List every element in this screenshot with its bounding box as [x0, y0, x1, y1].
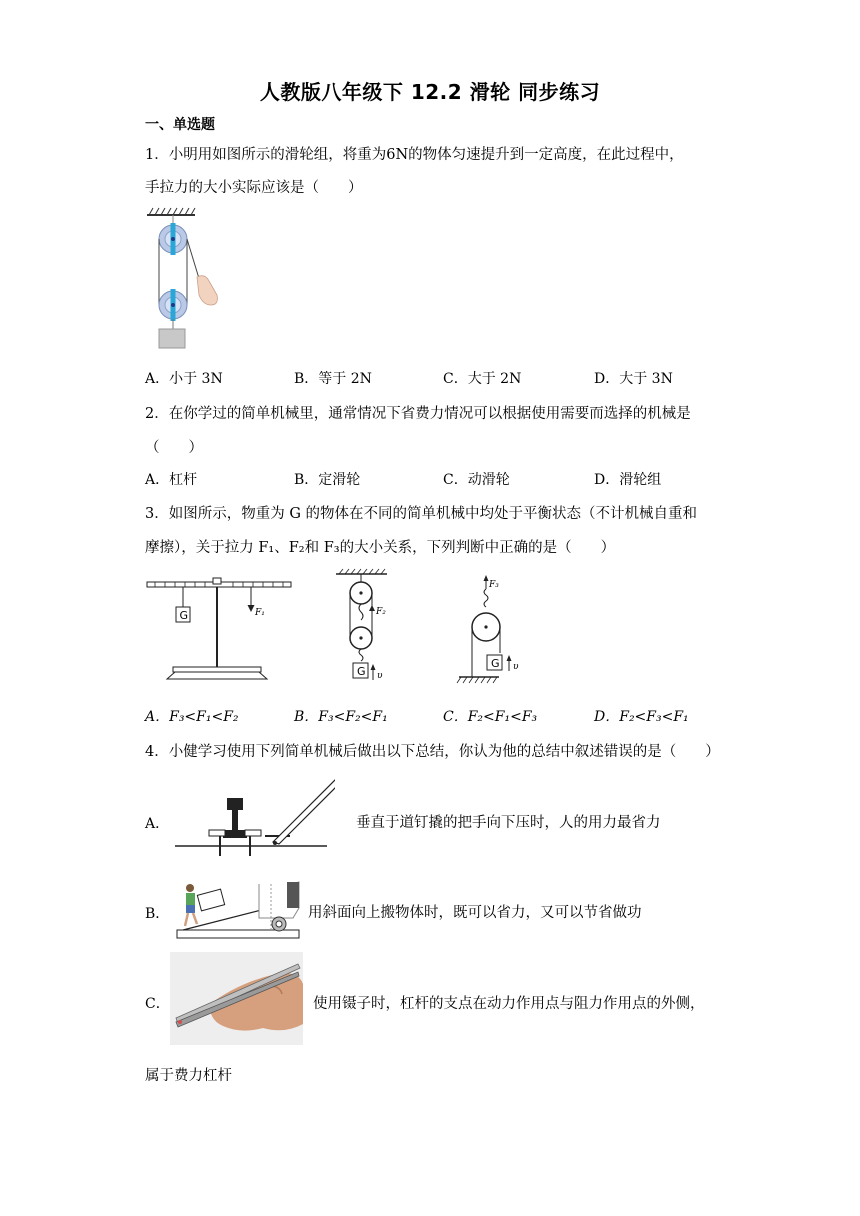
- q4-option-a-label[interactable]: A．: [145, 816, 170, 832]
- q3-option-c[interactable]: C．F₂<F₁<F₃: [443, 709, 538, 725]
- q4-crowbar-figure: [175, 776, 335, 861]
- q1-option-b[interactable]: B．等于 2N: [294, 371, 372, 387]
- q3-block-f2-label: F₂: [376, 607, 386, 617]
- q3-option-b[interactable]: B．F₃<F₂<F₁: [294, 709, 388, 725]
- q3-block-g-label: G: [357, 665, 366, 678]
- q3-lever-figure: [145, 575, 295, 685]
- q4-ramp-figure: [175, 878, 305, 940]
- q3-single-v-label: υ: [513, 662, 519, 672]
- q2-text-line1: 2．在你学过的简单机械里，通常情况下省费力情况可以根据使用需要而选择的机械是: [145, 406, 691, 422]
- q4-option-c-label[interactable]: C．: [145, 996, 170, 1012]
- q3-lever-g-label: G: [179, 609, 189, 622]
- q2-option-d[interactable]: D．滑轮组: [594, 472, 662, 488]
- q4-option-a-text: 垂直于道钉撬的把手向下压时，人的用力最省力: [356, 815, 661, 831]
- q3-pulley-block-figure: [333, 568, 403, 688]
- q1-option-a[interactable]: A．小于 3N: [145, 371, 223, 387]
- q3-block-v-label: υ: [377, 671, 383, 681]
- q4-tweezers-photo: [170, 952, 303, 1045]
- q3-single-f3-label: F₃: [489, 580, 499, 590]
- q3-pulley-single-figure: [455, 575, 530, 685]
- q2-option-c[interactable]: C．动滑轮: [443, 472, 510, 488]
- q2-text-line2: （ ）: [145, 440, 203, 456]
- page-title: 人教版八年级下 12.2 滑轮 同步练习: [259, 80, 601, 104]
- q1-option-c[interactable]: C．大于 2N: [443, 371, 522, 387]
- q1-text-line2: 手拉力的大小实际应该是（ ）: [145, 180, 363, 196]
- section-heading: 一、单选题: [145, 117, 215, 133]
- q3-text-line2: 摩擦），关于拉力 F₁、F₂和 F₃的大小关系，下列判断中正确的是（ ）: [145, 540, 616, 556]
- q4-option-b-label[interactable]: B．: [145, 906, 170, 922]
- q3-option-d[interactable]: D．F₂<F₃<F₁: [594, 709, 689, 725]
- q3-text-line1: 3．如图所示，物重为 G 的物体在不同的简单机械中均处于平衡状态（不计机械自重和: [145, 506, 698, 522]
- q1-pulley-figure: [145, 205, 225, 350]
- q3-single-g-label: G: [491, 657, 500, 670]
- q1-option-d[interactable]: D．大于 3N: [594, 371, 673, 387]
- q2-option-a[interactable]: A．杠杆: [145, 472, 198, 488]
- q3-option-a[interactable]: A．F₃<F₁<F₂: [145, 709, 239, 725]
- q4-option-c-text: 使用镊子时，杠杆的支点在动力作用点与阻力作用点的外侧，: [313, 996, 705, 1012]
- q2-option-b[interactable]: B．定滑轮: [294, 472, 361, 488]
- q4-option-b-text: 用斜面向上搬物体时，既可以省力，又可以节省做功: [308, 905, 642, 921]
- q3-lever-f1-label: F₁: [255, 608, 265, 618]
- q1-text-line1: 1．小明用如图所示的滑轮组，将重为6N的物体匀速提升到一定高度，在此过程中，: [145, 147, 684, 163]
- q4-option-c-text-line2: 属于费力杠杆: [145, 1068, 232, 1084]
- q4-text-line1: 4．小健学习使用下列简单机械后做出以下总结，你认为他的总结中叙述错误的是（ ）: [145, 744, 720, 760]
